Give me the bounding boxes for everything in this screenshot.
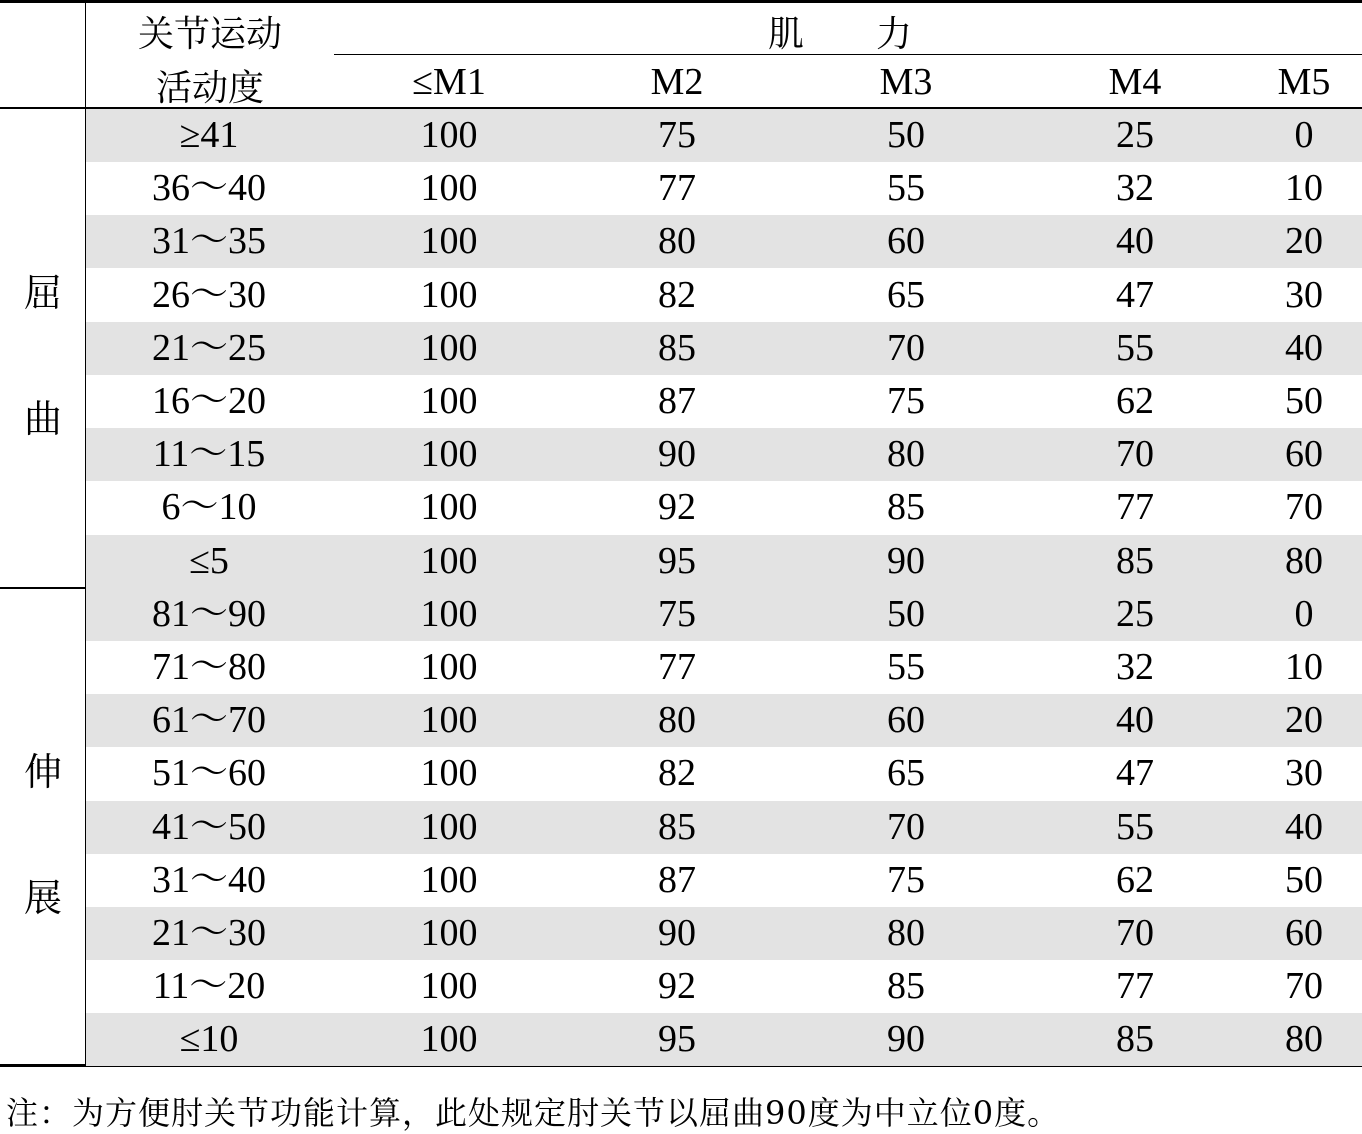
value-cell: 30 [1285, 273, 1323, 316]
value-cell: 55 [887, 167, 925, 210]
value-cell: 90 [658, 912, 696, 954]
value-cell: 90 [887, 1018, 925, 1061]
top-rule [0, 0, 1362, 3]
value-cell: 100 [420, 592, 478, 635]
value-cell: 85 [887, 965, 925, 1008]
value-cell: 100 [420, 912, 478, 954]
grade-header-m1: ≤M1 [412, 61, 486, 103]
value-cell: 80 [887, 433, 925, 476]
value-cell: 25 [1116, 114, 1154, 156]
range-cell: 51～60 [151, 752, 266, 795]
range-cell: ≤5 [189, 539, 229, 582]
range-cell: 21～30 [151, 912, 266, 954]
range-cell: 36～40 [151, 167, 266, 210]
value-cell: 100 [420, 965, 478, 1008]
value-cell: 55 [1116, 805, 1154, 848]
value-cell: 40 [1116, 220, 1154, 263]
group-label-extension-char2: 展 [23, 876, 62, 920]
muscle-strength-header: 肌 力 [767, 14, 912, 55]
value-cell: 70 [1116, 433, 1154, 476]
range-cell: 16～20 [151, 380, 266, 422]
value-cell: 32 [1116, 167, 1154, 210]
value-cell: 77 [658, 646, 696, 688]
value-cell: 80 [658, 220, 696, 263]
range-cell: 11～20 [152, 965, 266, 1008]
value-cell: 55 [1116, 326, 1154, 369]
table-note: 注：为方便肘关节功能计算，此处规定肘关节以屈曲90度为中立位0度。 [6, 1094, 1061, 1132]
value-cell: 65 [887, 752, 925, 795]
value-cell: 40 [1285, 805, 1323, 848]
value-cell: 70 [887, 805, 925, 848]
range-cell: 21～25 [151, 326, 266, 369]
value-cell: 50 [1285, 380, 1323, 422]
value-cell: 95 [658, 1018, 696, 1061]
value-cell: 47 [1116, 273, 1154, 316]
corner-label-line1: 关节运动 [137, 14, 282, 55]
value-cell: 100 [420, 114, 478, 156]
value-cell: 60 [887, 220, 925, 263]
value-cell: 77 [1116, 486, 1154, 529]
range-cell: 31～40 [151, 858, 266, 901]
value-cell: 87 [658, 380, 696, 422]
value-cell: 77 [658, 167, 696, 210]
grade-header-m5: M5 [1277, 61, 1331, 103]
value-cell: 100 [420, 752, 478, 795]
value-cell: 20 [1285, 220, 1323, 263]
range-cell: ≤10 [179, 1018, 239, 1061]
value-cell: 70 [1116, 912, 1154, 954]
grade-header-m2: M2 [650, 61, 704, 103]
value-cell: 40 [1116, 699, 1154, 742]
value-cell: 82 [658, 273, 696, 316]
range-cell: 6～10 [161, 486, 257, 529]
range-cell: 11～15 [152, 433, 266, 476]
value-cell: 100 [420, 1018, 478, 1061]
value-cell: 100 [420, 699, 478, 742]
value-cell: 100 [420, 805, 478, 848]
value-cell: 50 [887, 592, 925, 635]
group-label-flexion-char2: 曲 [23, 397, 62, 441]
value-cell: 92 [658, 965, 696, 1008]
value-cell: 85 [658, 805, 696, 848]
grade-header-m4: M4 [1108, 61, 1162, 103]
value-cell: 75 [887, 380, 925, 422]
value-cell: 60 [887, 699, 925, 742]
value-cell: 90 [658, 433, 696, 476]
grade-header-m3: M3 [879, 61, 933, 103]
value-cell: 75 [887, 858, 925, 901]
value-cell: 0 [1294, 592, 1314, 635]
value-cell: 60 [1285, 912, 1323, 954]
value-cell: 82 [658, 752, 696, 795]
value-cell: 55 [887, 646, 925, 688]
value-cell: 40 [1285, 326, 1323, 369]
value-cell: 85 [887, 486, 925, 529]
range-cell: 41～50 [151, 805, 266, 848]
value-cell: 50 [887, 114, 925, 156]
value-cell: 30 [1285, 752, 1323, 795]
value-cell: 77 [1116, 965, 1154, 1008]
value-cell: 75 [658, 592, 696, 635]
value-cell: 75 [658, 114, 696, 156]
range-cell: 31～35 [151, 220, 266, 263]
value-cell: 85 [658, 326, 696, 369]
range-cell: ≥41 [179, 114, 239, 156]
value-cell: 80 [1285, 539, 1323, 582]
value-cell: 62 [1116, 380, 1154, 422]
value-cell: 10 [1285, 167, 1323, 210]
value-cell: 80 [658, 699, 696, 742]
value-cell: 70 [1285, 965, 1323, 1008]
value-cell: 100 [420, 858, 478, 901]
value-cell: 85 [1116, 1018, 1154, 1061]
value-cell: 100 [420, 433, 478, 476]
value-cell: 70 [887, 326, 925, 369]
value-cell: 62 [1116, 858, 1154, 901]
value-cell: 100 [420, 273, 478, 316]
value-cell: 100 [420, 380, 478, 422]
value-cell: 100 [420, 486, 478, 529]
group-label-extension-char1: 伸 [23, 750, 62, 794]
range-cell: 71～80 [151, 646, 266, 688]
value-cell: 100 [420, 646, 478, 688]
value-cell: 50 [1285, 858, 1323, 901]
value-cell: 100 [420, 539, 478, 582]
group-label-flexion-char1: 屈 [23, 271, 62, 315]
value-cell: 100 [420, 326, 478, 369]
value-cell: 65 [887, 273, 925, 316]
value-cell: 100 [420, 220, 478, 263]
value-cell: 47 [1116, 752, 1154, 795]
value-cell: 87 [658, 858, 696, 901]
value-cell: 95 [658, 539, 696, 582]
value-cell: 80 [1285, 1018, 1323, 1061]
range-cell: 26～30 [151, 273, 266, 316]
value-cell: 92 [658, 486, 696, 529]
value-cell: 70 [1285, 486, 1323, 529]
value-cell: 90 [887, 539, 925, 582]
value-cell: 10 [1285, 646, 1323, 688]
value-cell: 20 [1285, 699, 1323, 742]
value-cell: 60 [1285, 433, 1323, 476]
value-cell: 80 [887, 912, 925, 954]
value-cell: 0 [1294, 114, 1314, 156]
range-cell: 81～90 [151, 592, 266, 635]
value-cell: 100 [420, 167, 478, 210]
corner-label-line2: 活动度 [155, 68, 264, 109]
value-cell: 25 [1116, 592, 1154, 635]
value-cell: 85 [1116, 539, 1154, 582]
value-cell: 32 [1116, 646, 1154, 688]
range-cell: 61～70 [151, 699, 266, 742]
